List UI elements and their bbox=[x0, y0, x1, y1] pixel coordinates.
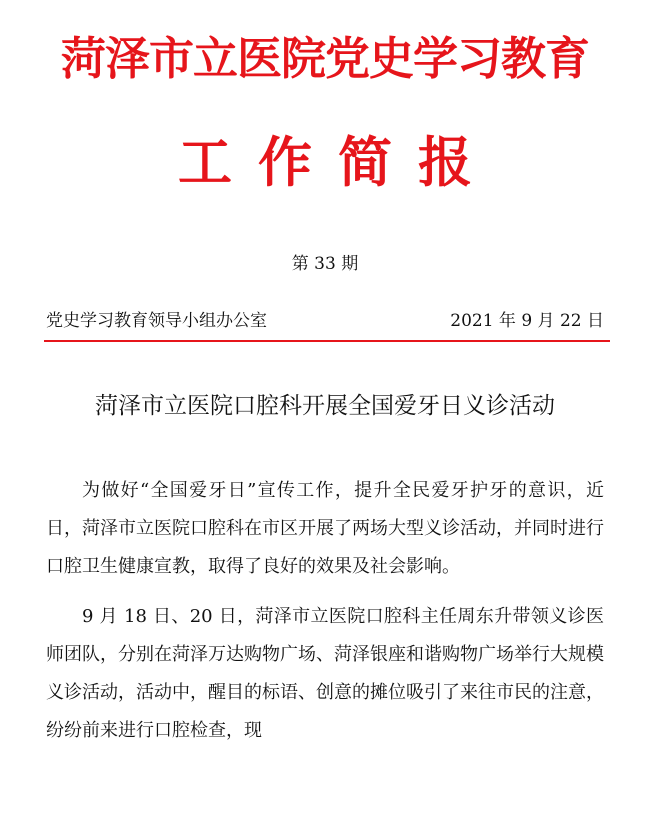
issue-number: 第 33 期 bbox=[291, 254, 359, 274]
article-paragraph: 9 月 18 日、20 日，菏泽市立医院口腔科主任周东升带领义诊医师团队，分别在菏泽万达购物广场、菏泽银座和谐购物广场举行大规模义诊活动，活动中，醒目的标语、创意的摊位吸引了来往市民的注意，纷纷前来进行口腔检查，现 bbox=[46, 606, 604, 741]
article-paragraph: 为做好“全国爱牙日”宣传工作，提升全民爱牙护牙的意识，近日，菏泽市立医院口腔科在市区开展了两场大型义诊活动，并同时进行口腔卫生健康宣教，取得了良好的效果及社会影响。 bbox=[46, 480, 604, 577]
article-body bbox=[46, 472, 604, 750]
red-divider bbox=[44, 340, 610, 342]
meta-row bbox=[46, 309, 604, 333]
issuing-office: 党史学习教育领导小组办公室 bbox=[46, 311, 267, 331]
bulletin-title: 菏泽市立医院党史学习教育 bbox=[60, 32, 589, 85]
issue-date: 2021 年 9 月 22 日 bbox=[450, 311, 604, 331]
article-headline: 菏泽市立医院口腔科开展全国爱牙日义诊活动 bbox=[95, 393, 555, 419]
bulletin-subtitle: 工作简报 bbox=[178, 130, 498, 194]
